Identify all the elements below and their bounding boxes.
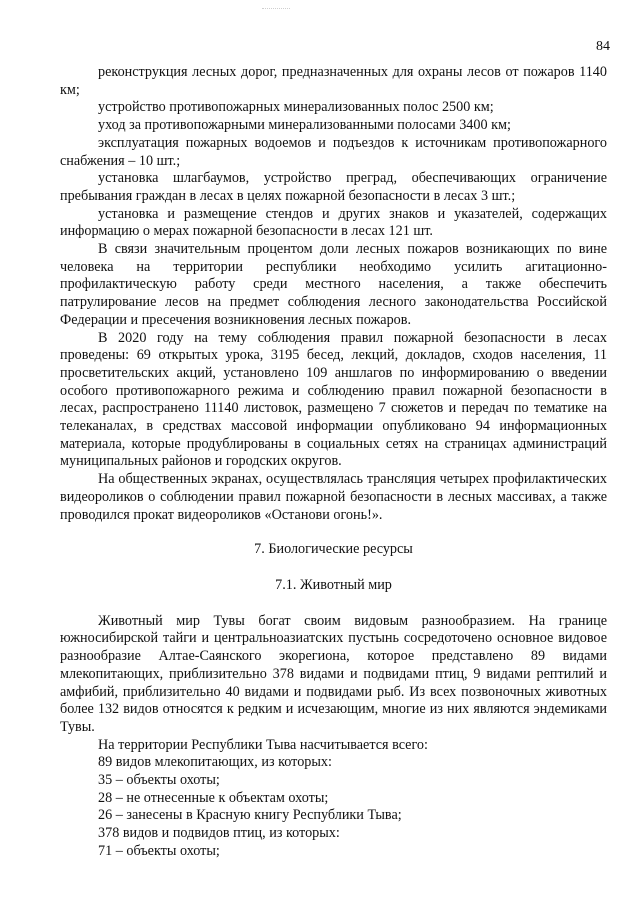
- paragraph-public-screens: На общественных экранах, осуществлялась трансляция четырех профилактических видеороликов о соблюдении правил пожарной безопасности в лесных массивах, а также проводился прокат видеороликов «Останови огонь!».: [60, 471, 607, 523]
- list-item: 26 – занесены в Красную книгу Республики Тыва;: [98, 807, 402, 824]
- document-body: [60, 64, 607, 861]
- paragraph-strip-maintenance: уход за противопожарными минерализованными полосами 3400 км;: [98, 117, 511, 134]
- paragraph-human-caused-fires: В связи значительным процентом доли лесных пожаров возникающих по вине человека на территории республики необходимо усилить агитационно-профилактическую работу среди местного населения, а также обеспечить патрулирование лесов на предмет соблюдения лесного законодательства Российской Федерации и пресечения возникновения лесных пожаров.: [60, 241, 607, 328]
- list-item: 89 видов млекопитающих, из которых:: [98, 754, 332, 771]
- paragraph-fire-strips: устройство противопожарных минерализованных полос 2500 км;: [98, 99, 494, 116]
- paragraph-barriers: установка шлагбаумов, устройство преград, обеспечивающих ограничение пребывания граждан в лесах в целях пожарной безопасности в лесах 3 шт.;: [60, 170, 607, 204]
- paragraph-road-reconstruction: реконструкция лесных дорог, предназначенных для охраны лесов от пожаров 1140 км;: [60, 64, 607, 98]
- subsection-heading: 7.1. Животный мир: [275, 576, 392, 593]
- paragraph-2020-activities: В 2020 году на тему соблюдения правил пожарной безопасности в лесах проведены: 69 открытых урока, 3195 бесед, лекций, докладов, сходов населения, 11 просветительских акций, установлено 109 аншлагов по информированию о введении особого противопожарного режима и соблюдению правил пожарной безопасности в лесах, распространено 11140 листовок, размещено 7 сюжетов и передач по тематике на телеканалах, в средствах массовой информации опубликовано 94 информационных материала, которые продублированы в социальных сетях на страницах администраций муниципальных районов и городских округов.: [60, 329, 607, 470]
- paragraph-fauna-overview: Животный мир Тувы богат своим видовым разнообразием. На границе южносибирской тайги и центральноазиатских пустынь сосредоточено основное видовое разнообразие Алтае-Саянского экорегиона, которое представлено 89 видами млекопитающих, приблизительно 378 видами и подвидами птиц, 9 видами рептилий и амфибий, приблизительно 40 видами и подвидами рыб. Из всех позвоночных животных более 132 видов относятся к редким и исчезающим, многие из них являются эндемиками Тувы.: [60, 612, 607, 735]
- list-item: 71 – объекты охоты;: [98, 842, 220, 859]
- scan-artifact: [262, 8, 290, 11]
- list-item: 28 – не отнесенные к объектам охоты;: [98, 789, 329, 806]
- paragraph-stands-signs: установка и размещение стендов и других знаков и указателей, содержащих информацию о мерах пожарной безопасности в лесах 121 шт.: [60, 205, 607, 240]
- paragraph-territory-count: На территории Республики Тыва насчитывается всего:: [98, 736, 428, 753]
- list-item: 378 видов и подвидов птиц, из которых:: [98, 825, 340, 842]
- list-item: 35 – объекты охоты;: [98, 772, 220, 789]
- section-heading: 7. Биологические ресурсы: [254, 541, 413, 558]
- page-number: 84: [596, 39, 610, 54]
- paragraph-water-bodies: эксплуатация пожарных водоемов и подъездов к источникам противопожарного снабжения – 10 шт.;: [60, 134, 607, 169]
